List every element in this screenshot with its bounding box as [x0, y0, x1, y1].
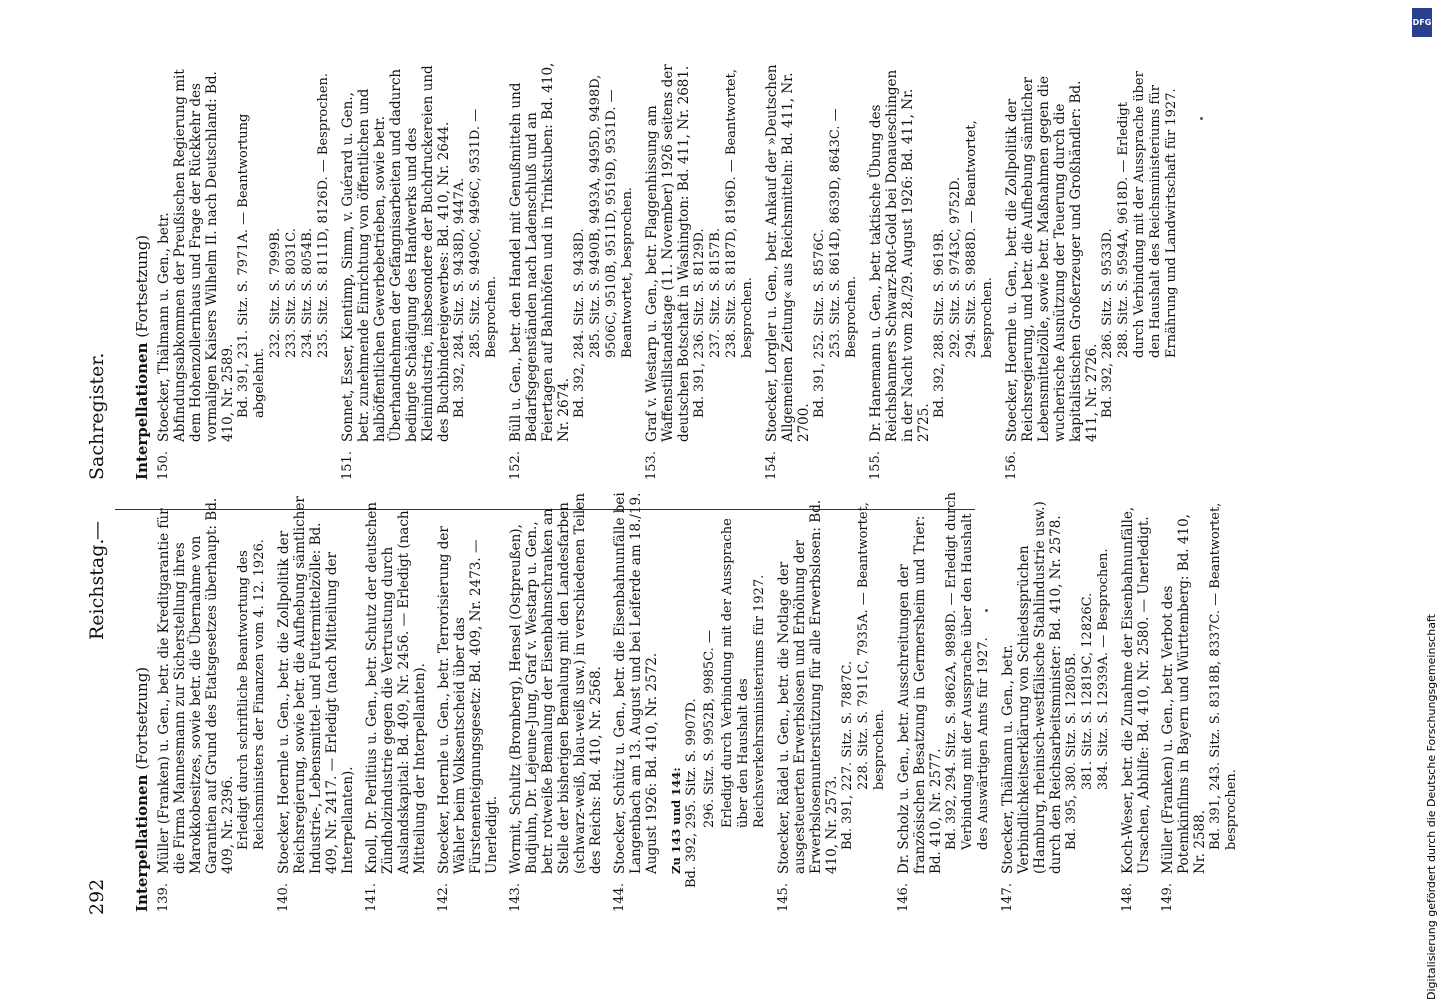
digitization-credit: Digitalisierung gefördert durch die Deutsche Forschungsgemeinschaft: [1425, 614, 1438, 1000]
entry-title: Stoecker, Lorgler u. Gen., betr. Ankauf der »Deutschen Allgemeinen Zeitung« aus Reichsmitteln: Bd. 411, Nr. 2700.: [764, 64, 812, 442]
shared-refs-143-144: [684, 492, 768, 912]
right-column: [128, 60, 1188, 480]
entry-title: Müller (Franken) u. Gen., betr. die Kreditgarantie für die Firma Mannesmann zur Sicherstellung ihres Marokkobesitzes, sowie betr. die Übernahme von Garantien auf Grund des Etatsgesetzes überhaupt: Bd. 409, Nr. 2396.: [156, 497, 236, 874]
entry-text: [340, 60, 500, 442]
entry-reference: Bd. 391, 231. Sitz. S. 7971A. — Beantwortung abgelehnt.: [236, 113, 267, 418]
entry-text: [436, 492, 500, 874]
entry-number: 149.: [1160, 883, 1175, 912]
entry-title: Stoecker, Thälmann u. Gen., betr. Abfindungsabkommen der Preußischen Regierung mit dem Hohenzollernhaus und Frage der Rückkehr des vormaligen Kaisers Wilhelm II. nach Deutschland: Bd. 410, Nr. 2589.: [156, 69, 236, 442]
entry-text: [156, 492, 268, 874]
entry-number: 142.: [436, 883, 451, 912]
entry-text: [1000, 492, 1112, 874]
dfg-logo-icon: DFG: [1412, 8, 1432, 37]
entry-reference: 237. Sitz. S. 8157B.: [708, 228, 723, 358]
entry-title: Stoecker, Hoernle u. Gen., betr. die Zollpolitik der Reichsregierung, sowie betr. die Aufhebung sämtlicher Industrie-, Lebensmittel- und Futtermittelzölle: Bd. 409, Nr. 2417. — Erledigt (nach Mitteilung der Interpellanten).: [276, 496, 356, 874]
register-entry: [764, 60, 860, 480]
scan-speck: [1200, 117, 1203, 120]
page-number: 292: [86, 878, 108, 915]
right-entries: [156, 60, 1180, 480]
entry-number: 144.: [612, 883, 627, 912]
entry-title: Sonnet, Esser, Kientimp, Simm, v. Guérard u. Gen., betr. zunehmende Einrichtung von öffentlichen und halböffentlichen Gewerbebetrieben, sowie betr. Überhandnehmen der Gefängnisarbeiten und dadurch bedingte Schädigung des Handwerks und des Kleinindustrie, insbesondere der Buchdruckereien und des Buchbindereigewerbes: Bd. 410, Nr. 2644.: [340, 65, 452, 442]
entry-reference: 235. Sitz. S. 8111D, 8126D. — Besprochen.: [316, 72, 331, 358]
entry-text: [508, 492, 604, 874]
entry-number: 155.: [868, 451, 883, 480]
entry-reference: 292. Sitz. S. 9743C, 9752D.: [948, 176, 963, 358]
entry-title: Graf v. Westarp u. Gen., betr. Flaggenhissung am Waffenstillstandstage (11. November) 1926 seitens der deutschen Botschaft in Washington: Bd. 411, Nr. 2681.: [644, 64, 692, 442]
running-title: Reichstag.: [86, 538, 108, 640]
register-entry: [508, 60, 636, 480]
left-entries: [156, 492, 660, 912]
entry-text: [276, 492, 356, 874]
entry-text: [1160, 492, 1240, 874]
entry-reference: Bd. 392, 295. Sitz. S. 9907D.: [684, 698, 699, 888]
register-entry: [776, 492, 888, 912]
note-143-144: Zu 143 und 144:: [669, 767, 683, 874]
entry-title: Dr. Scholz u. Gen., betr. Ausschreitungen der französischen Besatzung in Germersheim und Trier: Bd. 410, Nr. 2577.: [896, 515, 944, 874]
entry-number: 143.: [508, 883, 523, 912]
entry-number: 139.: [156, 883, 171, 912]
entry-reference: 234. Sitz. S. 8054B.: [300, 228, 315, 358]
entry-text: [776, 492, 888, 874]
entry-reference: Erledigt durch schriftliche Beantwortung des Reichsministers der Finanzen vom 4. 12. 1926.: [236, 539, 267, 850]
entry-number: 152.: [508, 451, 523, 480]
section-title: Sachregister.: [86, 352, 108, 480]
register-entry: [340, 60, 500, 480]
register-entry: [1160, 492, 1240, 912]
entry-reference: Bd. 391, 227. Sitz. S. 7887C.: [840, 660, 855, 850]
entry-text: [868, 60, 996, 442]
entry-number: 146.: [896, 883, 911, 912]
register-entry: [508, 492, 604, 912]
entry-reference: 288. Sitz. S. 9594A, 9618D. — Erledigt durch Verbindung mit der Aussprache über den Haushalt des Reichsministeriums für Ernährung und Landwirtschaft für 1927.: [1116, 71, 1179, 358]
entry-reference: Bd. 391, 236. Sitz. S. 8129D.: [692, 228, 707, 418]
header-separator: —: [86, 521, 108, 540]
entry-reference: Erledigt durch Verbindung mit der Aussprache über den Haushalt des Reichsverkehrsministeriums für 1927.: [720, 518, 767, 828]
entry-reference: Bd. 392, 294. Sitz. S. 9862A, 9898D. — Erledigt durch Verbindung mit der Aussprache über den Haushalt des Auswärtigen Amts für 1927.: [944, 492, 991, 850]
entry-text: [764, 60, 860, 442]
entry-title: Knoll, Dr. Perlitius u. Gen., betr. Schutz der deutschen Zündholzindustrie gegen die Vertrustung durch Auslandskapital: Bd. 409, Nr. 2456. — Erledigt (nach Mitteilung der Interpellanten).: [364, 502, 428, 874]
entry-text: [644, 60, 756, 442]
entry-reference: Bd. 392, 288. Sitz. S. 9619B.: [932, 228, 947, 418]
entry-title: Müller (Franken) u. Gen., betr. Verbot des Potemkinfilms in Bayern und Württemberg: Bd. 410, Nr. 2588.: [1160, 514, 1208, 874]
register-entry: [1000, 492, 1112, 912]
right-column-heading: Interpellationen (Fortsetzung): [133, 234, 151, 480]
entry-reference: 294. Sitz. S. 9888D. — Beantwortet, besprochen.: [964, 120, 995, 358]
entry-reference: 296. Sitz. S. 9952B, 9985C. —: [702, 630, 717, 828]
entry-title: Büll u. Gen., betr. den Handel mit Genußmitteln und Bedarfsgegenständen nach Ladenschluß und an Feiertagen auf Bahnhöfen und in Trinkstuben: Bd. 410, Nr. 2674.: [508, 62, 572, 442]
left-column: [128, 492, 1248, 912]
entry-number: 153.: [644, 451, 659, 480]
entry-reference: 228. Sitz. S. 7911C, 7935A. — Beantwortet, besprochen.: [856, 502, 887, 790]
entry-title: Dr. Hanemann u. Gen., betr. taktische Übung des Reichsbanners Schwarz-Rot-Gold bei Donaueschingen in der Nacht vom 28./29. August 1926: Bd. 411, Nr. 2725.: [868, 69, 932, 442]
entry-text: [612, 492, 660, 874]
entry-reference: 285. Sitz. S. 9490C, 9496C, 9531D. — Besprochen.: [468, 108, 499, 358]
register-entry: [156, 492, 268, 912]
entry-reference: Bd. 391, 252. Sitz. S. 8576C.: [812, 228, 827, 418]
entry-reference: Bd. 391, 243. Sitz. S. 8318B, 8337C. — Beantwortet, besprochen.: [1208, 502, 1239, 850]
entry-title: Stoecker, Schütz u. Gen., betr. die Eisenbahnunfälle bei Langenbach am 13. August und bei Leiferde am 18./19. August 1926: Bd. 410, Nr. 2572.: [612, 492, 660, 874]
entry-title: Stoecker, Rädel u. Gen., betr. die Notlage der ausgesteuerten Erwerbslosen und Erhöhung der Erwerbslosenunterstützung für alle Erwerbslosen: Bd. 410, Nr. 2573.: [776, 499, 840, 874]
entry-title: Stoecker, Hoernle u. Gen., betr. Terrorisierung der Wähler beim Volksentscheid über das Fürstenenteignungsgesetz: Bd. 409, Nr. 2473. — Unerledigt.: [436, 526, 500, 874]
entry-reference: 285. Sitz. S. 9490B, 9493A, 9495D, 9498D, 9506C, 9510B, 9511D, 9519D, 9531D. — Beantwortet, besprochen.: [588, 74, 635, 358]
register-entry: [868, 60, 996, 480]
register-entry: [156, 60, 332, 480]
register-entry: [612, 492, 660, 912]
entry-title: Stoecker, Hoernle u. Gen., betr. die Zollpolitik der Reichsregierung, und betr. die Aufhebung sämtlicher Lebensmittelzölle, sowie betr. Maßnahmen gegen die wucherische Ausnützung der Teuerung durch die kapitalistischen Großerzeuger und Großhändler: Bd. 411, Nr. 2726.: [1004, 75, 1100, 442]
entry-text: [508, 60, 636, 442]
entry-text: [156, 60, 332, 442]
left-column-heading: Interpellationen (Fortsetzung): [133, 666, 151, 912]
register-entry: [896, 492, 992, 912]
register-entry: [436, 492, 500, 912]
entry-reference: 384. Sitz. S. 12939A. — Besprochen.: [1096, 548, 1111, 790]
register-entry: [276, 492, 356, 912]
entry-title: Koch-Weser, betr. die Zunahme der Eisenbahnunfälle, Ursachen, Abhilfe: Bd. 410, Nr. 2580. — Unerledigt.: [1120, 506, 1152, 874]
page-header: [82, 0, 122, 1000]
entry-title: Stoecker, Thälmann u. Gen., betr. Verbindlichkeitserklärung von Schiedssprüchen (Hamburg, rheinisch-westfälische Stahlindustrie usw.) durch den Reichsarbeitsminister: Bd. 410, Nr. 2578.: [1000, 501, 1064, 874]
entry-reference: 381. Sitz. S. 12819C, 12826C.: [1080, 592, 1095, 790]
entry-number: 140.: [276, 883, 291, 912]
entry-text: [1004, 60, 1180, 442]
scan-speck: [985, 609, 988, 612]
entry-reference: Bd. 392, 284. Sitz. S. 9438D, 9447A.: [452, 177, 467, 418]
left-entries-continued: [776, 492, 1240, 912]
register-entry: [1120, 492, 1152, 912]
entry-text: [1120, 492, 1152, 874]
entry-reference: 253. Sitz. S. 8614D, 8639D, 8643C. — Besprochen.: [828, 108, 859, 358]
entry-title: Wormit, Schultz (Bromberg), Hensel (Ostpreußen), Budjuhn, Dr. Lejeune-Jung, Graf v. Westarp u. Gen., betr. rotweiße Bemalung der Eisenbahnschranken an Stelle der bisherigen Bemalung mit den Landesfarben (schwarz-weiß, blau-weiß usw.) in verschiedenen Teilen des Reichs: Bd. 410, Nr. 2568.: [508, 493, 604, 874]
entry-reference: Bd. 392, 284. Sitz. S. 9438D.: [572, 228, 587, 418]
entry-number: 150.: [156, 451, 171, 480]
entry-reference: 238. Sitz. S. 8187D, 8196D. — Beantwortet, besprochen.: [724, 69, 755, 358]
entry-number: 147.: [1000, 883, 1015, 912]
register-entry: [364, 492, 428, 912]
entry-number: 148.: [1120, 883, 1135, 912]
entry-text: [364, 492, 428, 874]
entry-number: 151.: [340, 451, 355, 480]
entry-reference: Bd. 392, 286. Sitz. S. 9533D.: [1100, 228, 1115, 418]
entry-number: 141.: [364, 883, 379, 912]
entry-reference: Bd. 395, 380. Sitz. S. 12805B.: [1064, 652, 1079, 850]
entry-text: [896, 492, 992, 874]
register-entry: [644, 60, 756, 480]
entry-number: 156.: [1004, 451, 1019, 480]
entry-number: 154.: [764, 451, 779, 480]
register-entry: [1004, 60, 1180, 480]
entry-reference: 233. Sitz. S. 8031C.: [284, 228, 299, 358]
entry-number: 145.: [776, 883, 791, 912]
entry-reference: 232. Sitz. S. 7999B.: [268, 228, 283, 358]
